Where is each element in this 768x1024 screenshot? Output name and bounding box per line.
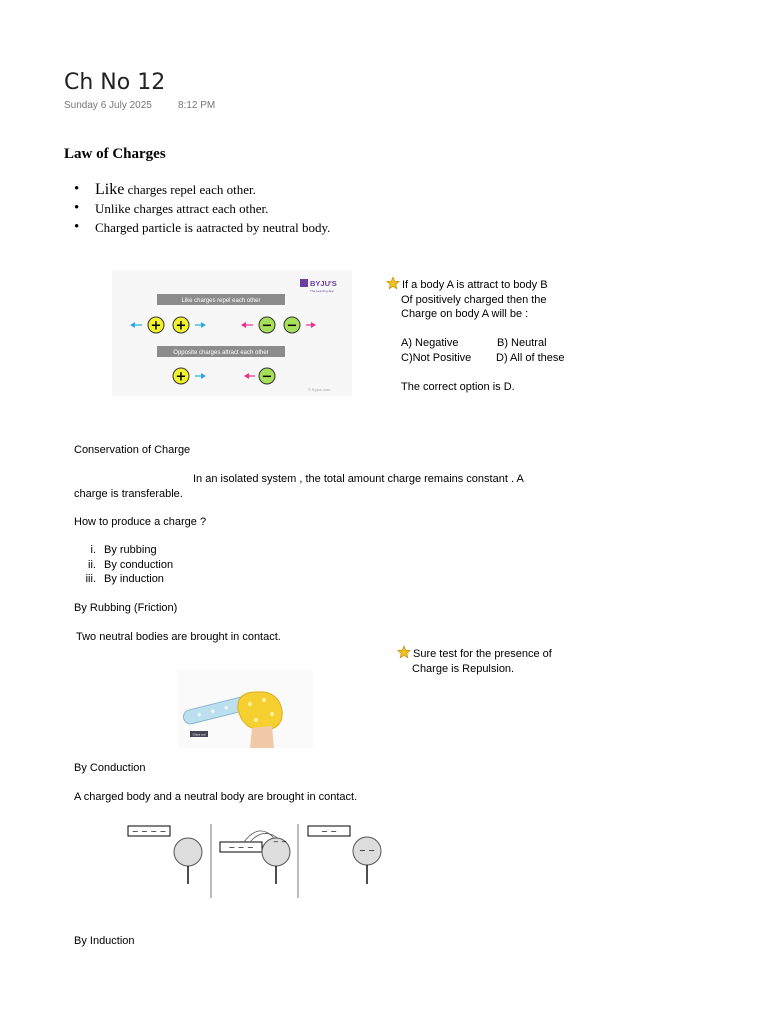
question-line: [386, 276, 616, 293]
sphere-charges: − −: [359, 846, 375, 855]
method-item: [74, 543, 173, 558]
method-number: ii.: [88, 558, 96, 571]
method-number: i.: [90, 544, 96, 556]
law-bullet-list: [70, 180, 330, 237]
question-line: Charge on body A will be :: [401, 308, 529, 320]
method-item: [74, 558, 173, 573]
rubbing-figure: [178, 670, 313, 748]
method-label: By rubbing: [104, 544, 157, 556]
page-date: Sunday 6 July 2025: [64, 100, 152, 111]
bullet-text: Charged particle is aatracted by neutral body.: [95, 220, 331, 235]
method-item: [74, 572, 173, 587]
charge-dot: [270, 712, 274, 716]
law-of-charges-heading: Law of Charges: [64, 146, 166, 162]
plus-sign: +: [150, 318, 162, 334]
question-note: [386, 276, 616, 394]
byjus-tagline: The Learning App: [310, 289, 334, 293]
bullet-lead: Like: [95, 181, 125, 198]
page-title: Ch No 12: [64, 70, 166, 95]
star-icon: [386, 276, 400, 290]
plus-sign: +: [175, 318, 187, 334]
options-row: [386, 336, 616, 351]
bullet-text: charges repel each other.: [124, 182, 256, 197]
law-bullet: [70, 218, 330, 237]
induction-heading: By Induction: [74, 935, 135, 947]
conduction-figure: [124, 820, 386, 900]
sure-test-note: [397, 645, 552, 676]
plus-sign: +: [175, 369, 187, 385]
question-line: Of positively charged then the: [401, 293, 547, 306]
rod-charges: − − − −: [131, 827, 167, 836]
law-bullet: [70, 199, 330, 218]
sure-test-line: [397, 645, 552, 662]
figure-credit: © Byjus.com: [308, 387, 331, 392]
conduction-panel-after: [308, 826, 381, 884]
sure-test-line: Charge is Repulsion.: [412, 662, 515, 675]
law-bullet: [70, 180, 330, 199]
page-time: 8:12 PM: [178, 100, 216, 111]
neutral-sphere: [174, 838, 202, 866]
minus-sign: −: [261, 369, 273, 385]
conduction-text: A charged body and a neutral body are brought in contact.: [74, 791, 358, 803]
rod-charges: − −: [321, 827, 337, 836]
banner-like-text: Like charges repel each other: [181, 298, 261, 304]
minus-sign: −: [286, 318, 298, 334]
sure-test-text: Sure test for the presence of: [413, 648, 552, 660]
methods-list: [74, 543, 173, 587]
conservation-heading: Conservation of Charge: [74, 444, 191, 456]
conservation-line2: charge is transferable.: [74, 488, 183, 500]
conservation-line1: In an isolated system , the total amount charge remains constant . A: [193, 473, 524, 485]
minus-sign: −: [261, 318, 273, 334]
option-c: C)Not Positive: [401, 351, 472, 364]
rubbing-heading: By Rubbing (Friction): [74, 602, 178, 614]
method-number: iii.: [85, 573, 96, 585]
question-text: If a body A is attract to body B: [402, 279, 548, 291]
charge-dot: [248, 702, 252, 706]
produce-heading: How to produce a charge ?: [74, 516, 207, 528]
option-b: B) Neutral: [497, 337, 547, 349]
charge-dot: [262, 698, 266, 702]
options-row: [386, 351, 616, 366]
charges-figure: [112, 270, 352, 396]
hand: [250, 726, 274, 748]
byjus-logo-icon: [300, 279, 308, 287]
banner-opposite-text: Opposite charges attract each other: [173, 350, 269, 356]
star-icon: [397, 645, 411, 659]
option-d: D) All of these: [496, 351, 565, 364]
rod-charges: − − −: [228, 843, 254, 852]
charge-dot: [254, 718, 258, 722]
option-a: A) Negative: [401, 337, 459, 349]
rubbing-text: Two neutral bodies are brought in contact.: [76, 631, 281, 643]
answer-text: The correct option is D.: [401, 380, 515, 393]
conduction-panel-before: [128, 826, 202, 884]
method-label: By induction: [104, 573, 164, 585]
byjus-brand: BYJU'S: [310, 279, 337, 288]
method-label: By conduction: [104, 558, 174, 571]
rod-tag-text: Glass rod: [192, 732, 206, 737]
conduction-panel-contact: [220, 831, 290, 884]
sphere-charges: − −: [273, 838, 287, 846]
conduction-heading: By Conduction: [74, 762, 146, 774]
bullet-text: Unlike charges attract each other.: [95, 201, 269, 216]
